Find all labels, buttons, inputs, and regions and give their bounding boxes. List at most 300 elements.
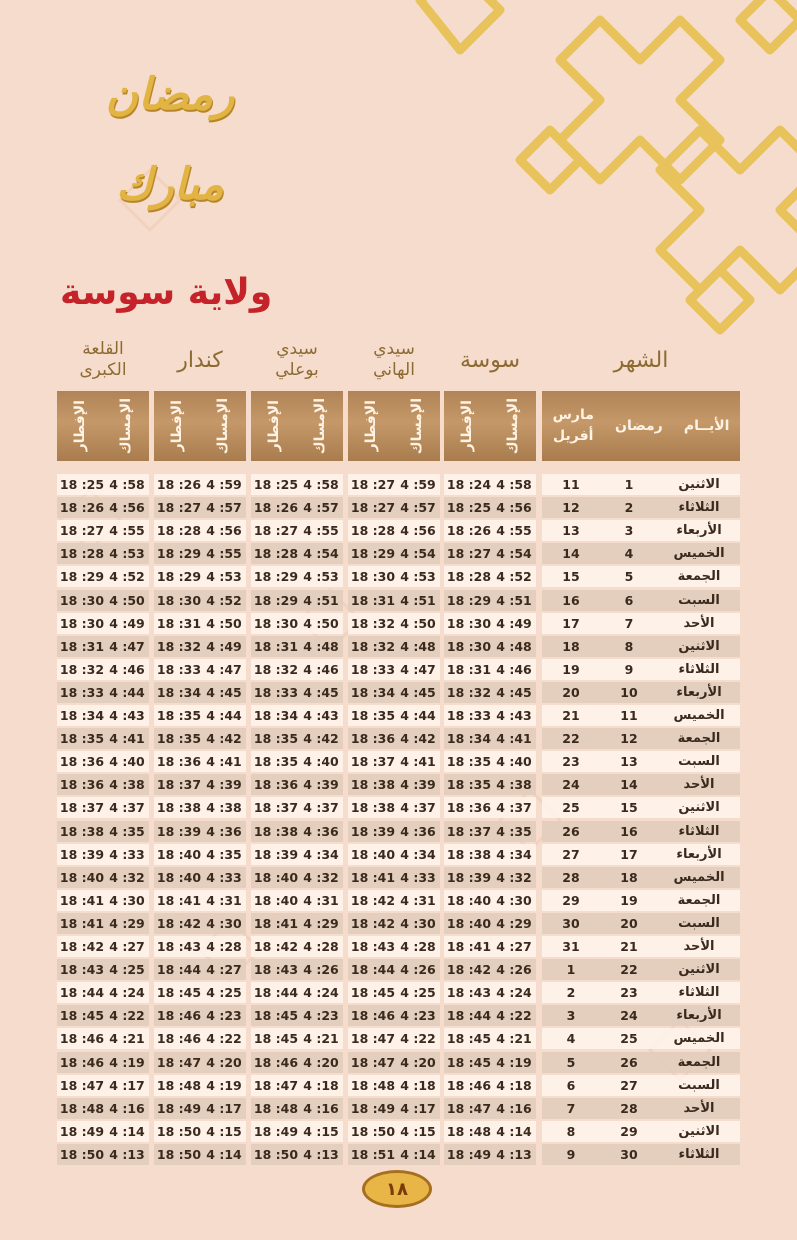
weekday-cell: الجمعة <box>677 1054 721 1070</box>
imsak-time-cell: 4 :58 <box>303 477 339 492</box>
table-row <box>444 751 536 772</box>
table-row <box>57 1075 149 1096</box>
table-row <box>348 890 440 911</box>
imsak-time-cell: 4 :43 <box>303 708 339 723</box>
weekday-cell: الجمعة <box>677 569 721 585</box>
gregorian-day-cell: 24 <box>562 777 580 793</box>
table-row <box>154 1052 246 1073</box>
imsak-time-cell: 4 :17 <box>400 1100 436 1116</box>
imsak-time-cell: 4 :29 <box>303 915 339 931</box>
table-row <box>542 821 740 842</box>
imsak-time-cell: 4 :21 <box>109 1031 145 1047</box>
iftar-time-cell: 18 :41 <box>350 869 396 885</box>
imsak-time-cell: 4 :36 <box>303 823 339 839</box>
iftar-time-cell: 18 :26 <box>446 523 492 539</box>
table-row <box>154 659 246 680</box>
weekday-cell: الاثنين <box>678 962 720 978</box>
imsak-time-cell: 4 :40 <box>496 754 532 770</box>
iftar-time-cell: 18 :30 <box>156 592 202 608</box>
table-row <box>348 682 440 703</box>
iftar-time-cell: 18 :42 <box>253 939 299 954</box>
imsak-time-cell: 4 :54 <box>400 546 436 562</box>
iftar-time-cell: 18 :38 <box>156 800 202 816</box>
table-row <box>444 705 536 726</box>
ramadan-day-cell: 16 <box>620 823 638 839</box>
imsak-time-cell: 4 :52 <box>109 569 145 585</box>
iftar-time-cell: 18 :27 <box>350 500 396 516</box>
iftar-time-cell: 18 :32 <box>156 638 202 654</box>
imsak-time-cell: 4 :38 <box>496 777 532 793</box>
gregorian-day-cell: 8 <box>566 1123 576 1139</box>
imsak-time-cell: 4 :47 <box>400 661 436 677</box>
iftar-time-cell: 18 :27 <box>156 500 202 516</box>
gregorian-day-cell: 11 <box>562 477 580 492</box>
imsak-time-cell: 4 :48 <box>303 638 339 654</box>
iftar-time-cell: 18 :35 <box>350 708 396 723</box>
imsak-time-cell: 4 :30 <box>206 915 242 931</box>
table-row <box>251 867 343 888</box>
table-row <box>251 682 343 703</box>
iftar-time-cell: 18 :29 <box>156 546 202 562</box>
iftar-time-cell: 18 :37 <box>446 823 492 839</box>
imsak-time-cell: 4 :51 <box>303 592 339 608</box>
iftar-time-cell: 18 :41 <box>59 892 105 908</box>
iftar-time-cell: 18 :32 <box>59 661 105 677</box>
table-row <box>251 774 343 795</box>
iftar-time-cell: 18 :31 <box>350 592 396 608</box>
ramadan-day-cell: 14 <box>620 777 638 793</box>
table-row <box>57 474 149 495</box>
iftar-time-cell: 18 :46 <box>350 1008 396 1024</box>
table-row <box>444 821 536 842</box>
table-row <box>251 520 343 541</box>
table-row <box>154 705 246 726</box>
iftar-time-cell: 18 :38 <box>253 823 299 839</box>
iftar-time-cell: 18 :41 <box>253 915 299 931</box>
imsak-time-cell: 4 :56 <box>109 500 145 516</box>
iftar-time-cell: 18 :27 <box>59 523 105 539</box>
weekday-cell: الأربعاء <box>676 1008 722 1024</box>
imsak-time-cell: 4 :48 <box>496 638 532 654</box>
ramadan-day-cell: 15 <box>620 800 638 816</box>
imsak-time-cell: 4 :27 <box>109 939 145 954</box>
iftar-time-cell: 18 :47 <box>350 1054 396 1070</box>
iftar-time-cell: 18 :29 <box>59 569 105 585</box>
table-row <box>348 520 440 541</box>
iftar-time-cell: 18 :50 <box>59 1146 105 1162</box>
table-row <box>251 1144 343 1165</box>
ramadan-day-cell: 26 <box>620 1054 638 1070</box>
table-row <box>251 959 343 980</box>
gregorian-day-cell: 17 <box>562 615 580 631</box>
iftar-time-cell: 18 :47 <box>156 1054 202 1070</box>
table-row <box>154 821 246 842</box>
imsak-time-cell: 4 :24 <box>496 985 532 1001</box>
imsak-time-cell: 4 :20 <box>303 1054 339 1070</box>
table-row <box>57 1052 149 1073</box>
iftar-time-cell: 18 :48 <box>350 1077 396 1093</box>
ramadan-header: رمضان <box>615 417 663 434</box>
iftar-time-cell: 18 :46 <box>156 1031 202 1047</box>
table-row <box>57 566 149 587</box>
imsak-time-cell: 4 :22 <box>109 1008 145 1024</box>
ramadan-day-cell: 17 <box>620 846 638 862</box>
iftar-time-cell: 18 :35 <box>156 731 202 747</box>
imsak-time-cell: 4 :26 <box>303 962 339 978</box>
table-row <box>348 728 440 749</box>
gregorian-day-cell: 21 <box>562 708 580 723</box>
iftar-time-cell: 18 :28 <box>253 546 299 562</box>
imsak-time-cell: 4 :56 <box>496 500 532 516</box>
imsak-time-cell: 4 :20 <box>206 1054 242 1070</box>
iftar-time-cell: 18 :43 <box>59 962 105 978</box>
table-row <box>57 821 149 842</box>
imsak-time-cell: 4 :32 <box>303 869 339 885</box>
iftar-time-cell: 18 :34 <box>253 708 299 723</box>
iftar-time-cell: 18 :40 <box>446 915 492 931</box>
table-row <box>348 1005 440 1026</box>
table-row <box>444 1098 536 1119</box>
imsak-time-cell: 4 :14 <box>496 1123 532 1139</box>
iftar-time-cell: 18 :42 <box>350 915 396 931</box>
imsak-time-cell: 4 :14 <box>109 1123 145 1139</box>
table-row <box>154 1121 246 1142</box>
imsak-time-cell: 4 :18 <box>303 1077 339 1093</box>
ramadan-day-cell: 4 <box>624 546 634 562</box>
table-row <box>444 1028 536 1049</box>
imsak-time-cell: 4 :59 <box>206 477 242 492</box>
ramadan-day-cell: 24 <box>620 1008 638 1024</box>
iftar-time-cell: 18 :40 <box>253 892 299 908</box>
table-row <box>542 474 740 495</box>
imsak-time-cell: 4 :18 <box>496 1077 532 1093</box>
imsak-time-cell: 4 :19 <box>109 1054 145 1070</box>
imsak-time-cell: 4 :18 <box>400 1077 436 1093</box>
table-row <box>542 590 740 611</box>
iftar-time-cell: 18 :40 <box>253 869 299 885</box>
imsak-time-cell: 4 :22 <box>496 1008 532 1024</box>
table-row <box>444 1075 536 1096</box>
table-row <box>348 543 440 564</box>
imsak-time-cell: 4 :39 <box>206 777 242 793</box>
imsak-time-cell: 4 :26 <box>496 962 532 978</box>
iftar-time-cell: 18 :50 <box>253 1146 299 1162</box>
imsak-time-cell: 4 :33 <box>109 846 145 862</box>
iftar-time-cell: 18 :45 <box>156 985 202 1001</box>
table-row <box>542 1098 740 1119</box>
imsak-time-cell: 4 :53 <box>109 546 145 562</box>
imsak-time-cell: 4 :35 <box>206 846 242 862</box>
iftar-header: الإفطار <box>266 400 282 452</box>
table-row <box>57 682 149 703</box>
ramadan-day-cell: 8 <box>624 638 634 654</box>
table-row <box>57 543 149 564</box>
table-row <box>57 1028 149 1049</box>
table-row <box>251 982 343 1003</box>
imsak-time-cell: 4 :50 <box>206 615 242 631</box>
iftar-time-cell: 18 :30 <box>59 615 105 631</box>
weekday-cell: الاثنين <box>678 1123 720 1139</box>
table-row <box>154 913 246 934</box>
table-row <box>542 1121 740 1142</box>
iftar-header: الإفطار <box>459 400 475 452</box>
table-row <box>57 797 149 818</box>
table-row <box>348 1098 440 1119</box>
iftar-time-cell: 18 :40 <box>59 869 105 885</box>
iftar-time-cell: 18 :33 <box>446 708 492 723</box>
table-row <box>251 497 343 518</box>
table-row <box>444 936 536 957</box>
table-row <box>348 497 440 518</box>
iftar-time-cell: 18 :43 <box>156 939 202 954</box>
imsak-header: الإمساك <box>409 397 425 455</box>
iftar-time-cell: 18 :28 <box>350 523 396 539</box>
imsak-time-cell: 4 :47 <box>206 661 242 677</box>
imsak-time-cell: 4 :35 <box>496 823 532 839</box>
imsak-time-cell: 4 :38 <box>109 777 145 793</box>
ramadan-day-cell: 22 <box>620 962 638 978</box>
table-row <box>444 774 536 795</box>
iftar-time-cell: 18 :30 <box>350 569 396 585</box>
imsak-time-cell: 4 :30 <box>496 892 532 908</box>
iftar-header: الإفطار <box>169 400 185 452</box>
table-row <box>154 636 246 657</box>
iftar-time-cell: 18 :44 <box>253 985 299 1001</box>
city-columns-header <box>154 391 246 461</box>
iftar-time-cell: 18 :38 <box>350 800 396 816</box>
gregorian-day-cell: 23 <box>562 754 580 770</box>
logo-text: رمضان مبارك <box>105 69 235 210</box>
gregorian-day-cell: 4 <box>566 1031 576 1047</box>
ramadan-day-cell: 11 <box>620 708 638 723</box>
iftar-time-cell: 18 :37 <box>350 754 396 770</box>
iftar-time-cell: 18 :31 <box>156 615 202 631</box>
weekday-cell: الأحد <box>683 939 715 954</box>
iftar-time-cell: 18 :44 <box>156 962 202 978</box>
iftar-time-cell: 18 :41 <box>59 915 105 931</box>
table-row <box>57 959 149 980</box>
table-row <box>542 728 740 749</box>
iftar-time-cell: 18 :50 <box>156 1146 202 1162</box>
table-row <box>251 1075 343 1096</box>
iftar-time-cell: 18 :47 <box>253 1077 299 1093</box>
table-row <box>542 982 740 1003</box>
weekday-cell: الخميس <box>673 869 725 885</box>
table-row <box>542 797 740 818</box>
city-columns-header <box>444 391 536 461</box>
gregorian-day-cell: 7 <box>566 1100 576 1116</box>
gregorian-day-cell: 30 <box>562 915 580 931</box>
weekday-cell: الأحد <box>683 1100 715 1116</box>
iftar-time-cell: 18 :25 <box>59 477 105 492</box>
ramadan-day-cell: 27 <box>620 1077 638 1093</box>
imsak-time-cell: 4 :15 <box>400 1123 436 1139</box>
iftar-time-cell: 18 :45 <box>59 1008 105 1024</box>
imsak-time-cell: 4 :14 <box>206 1146 242 1162</box>
iftar-time-cell: 18 :37 <box>156 777 202 793</box>
table-row <box>57 890 149 911</box>
table-row <box>154 797 246 818</box>
iftar-time-cell: 18 :32 <box>446 684 492 700</box>
imsak-time-cell: 4 :25 <box>206 985 242 1001</box>
table-row <box>154 844 246 865</box>
iftar-time-cell: 18 :29 <box>253 592 299 608</box>
imsak-time-cell: 4 :33 <box>400 869 436 885</box>
ramadan-day-cell: 3 <box>624 523 634 539</box>
imsak-time-cell: 4 :59 <box>400 477 436 492</box>
imsak-time-cell: 4 :35 <box>109 823 145 839</box>
gregorian-day-cell: 16 <box>562 592 580 608</box>
ramadan-day-cell: 25 <box>620 1031 638 1047</box>
imsak-time-cell: 4 :23 <box>400 1008 436 1024</box>
imsak-time-cell: 4 :17 <box>206 1100 242 1116</box>
table-row <box>154 543 246 564</box>
imsak-time-cell: 4 :13 <box>303 1146 339 1162</box>
iftar-time-cell: 18 :27 <box>253 523 299 539</box>
table-row <box>154 1005 246 1026</box>
gregorian-day-cell: 25 <box>562 800 580 816</box>
imsak-time-cell: 4 :45 <box>303 684 339 700</box>
iftar-time-cell: 18 :24 <box>446 477 492 492</box>
iftar-header: الإفطار <box>72 400 88 452</box>
imsak-time-cell: 4 :41 <box>109 731 145 747</box>
imsak-time-cell: 4 :28 <box>303 939 339 954</box>
table-row <box>154 1144 246 1165</box>
imsak-time-cell: 4 :25 <box>109 962 145 978</box>
iftar-time-cell: 18 :35 <box>156 708 202 723</box>
iftar-time-cell: 18 :26 <box>253 500 299 516</box>
imsak-time-cell: 4 :37 <box>496 800 532 816</box>
imsak-time-cell: 4 :40 <box>109 754 145 770</box>
table-row <box>542 1052 740 1073</box>
table-row <box>444 636 536 657</box>
imsak-time-cell: 4 :43 <box>496 708 532 723</box>
table-row <box>154 590 246 611</box>
imsak-time-cell: 4 :41 <box>496 731 532 747</box>
imsak-time-cell: 4 :53 <box>206 569 242 585</box>
weekday-cell: الاثنين <box>678 638 720 654</box>
table-row <box>154 867 246 888</box>
ramadan-day-cell: 29 <box>620 1123 638 1139</box>
table-row <box>542 844 740 865</box>
city-name: سوسة <box>459 347 521 373</box>
table-row <box>251 844 343 865</box>
gregorian-day-cell: 19 <box>562 661 580 677</box>
table-row <box>542 613 740 634</box>
table-row <box>542 705 740 726</box>
iftar-time-cell: 18 :39 <box>59 846 105 862</box>
iftar-time-cell: 18 :49 <box>59 1123 105 1139</box>
ramadan-day-cell: 19 <box>620 892 638 908</box>
gregorian-day-cell: 9 <box>566 1146 576 1162</box>
iftar-time-cell: 18 :49 <box>350 1100 396 1116</box>
table-row <box>251 936 343 957</box>
imsak-time-cell: 4 :49 <box>496 615 532 631</box>
imsak-time-cell: 4 :21 <box>303 1031 339 1047</box>
table-row <box>348 797 440 818</box>
iftar-time-cell: 18 :45 <box>446 1054 492 1070</box>
table-row <box>542 659 740 680</box>
imsak-time-cell: 4 :45 <box>496 684 532 700</box>
imsak-time-cell: 4 :16 <box>109 1100 145 1116</box>
table-row <box>542 682 740 703</box>
imsak-time-cell: 4 :56 <box>206 523 242 539</box>
iftar-time-cell: 18 :33 <box>156 661 202 677</box>
iftar-time-cell: 18 :28 <box>446 569 492 585</box>
imsak-time-cell: 4 :34 <box>400 846 436 862</box>
weekday-cell: السبت <box>678 915 720 931</box>
imsak-time-cell: 4 :21 <box>496 1031 532 1047</box>
imsak-time-cell: 4 :25 <box>400 985 436 1001</box>
table-row <box>542 543 740 564</box>
table-row <box>348 474 440 495</box>
table-row <box>154 520 246 541</box>
iftar-time-cell: 18 :41 <box>446 939 492 954</box>
table-row <box>542 520 740 541</box>
iftar-time-cell: 18 :35 <box>253 731 299 747</box>
iftar-time-cell: 18 :40 <box>350 846 396 862</box>
table-row <box>57 774 149 795</box>
table-row <box>542 913 740 934</box>
imsak-time-cell: 4 :31 <box>206 892 242 908</box>
imsak-time-cell: 4 :14 <box>400 1146 436 1162</box>
iftar-time-cell: 18 :47 <box>59 1077 105 1093</box>
table-row <box>57 1144 149 1165</box>
imsak-time-cell: 4 :52 <box>496 569 532 585</box>
table-row <box>444 1005 536 1026</box>
table-row <box>542 1075 740 1096</box>
imsak-time-cell: 4 :42 <box>206 731 242 747</box>
weekday-cell: الأربعاء <box>676 684 722 700</box>
table-row <box>444 543 536 564</box>
imsak-time-cell: 4 :13 <box>496 1146 532 1162</box>
iftar-time-cell: 18 :45 <box>350 985 396 1001</box>
imsak-time-cell: 4 :38 <box>206 800 242 816</box>
iftar-time-cell: 18 :44 <box>350 962 396 978</box>
ramadan-day-cell: 1 <box>624 477 634 492</box>
iftar-time-cell: 18 :38 <box>446 846 492 862</box>
ramadan-day-cell: 18 <box>620 869 638 885</box>
ramadan-day-cell: 13 <box>620 754 638 770</box>
table-row <box>154 613 246 634</box>
imsak-header: الإمساك <box>312 397 328 455</box>
table-row <box>154 1098 246 1119</box>
iftar-header: الإفطار <box>363 400 379 452</box>
table-row <box>154 474 246 495</box>
imsak-time-cell: 4 :20 <box>400 1054 436 1070</box>
table-row <box>444 913 536 934</box>
table-row <box>154 751 246 772</box>
city-name: سيدي الهاني <box>373 339 415 380</box>
gregorian-day-cell: 3 <box>566 1008 576 1024</box>
table-row <box>251 474 343 495</box>
imsak-time-cell: 4 :46 <box>496 661 532 677</box>
table-row <box>57 1098 149 1119</box>
imsak-time-cell: 4 :28 <box>400 939 436 954</box>
gregorian-day-cell: 31 <box>562 939 580 954</box>
weekday-cell: الاثنين <box>678 477 720 492</box>
weekday-cell: الخميس <box>673 1031 725 1047</box>
iftar-time-cell: 18 :47 <box>446 1100 492 1116</box>
ramadan-day-cell: 2 <box>624 500 634 516</box>
table-row <box>348 613 440 634</box>
table-row <box>251 821 343 842</box>
table-row <box>444 844 536 865</box>
table-row <box>542 566 740 587</box>
ramadan-day-cell: 7 <box>624 615 634 631</box>
table-row <box>57 844 149 865</box>
imsak-time-cell: 4 :22 <box>400 1031 436 1047</box>
